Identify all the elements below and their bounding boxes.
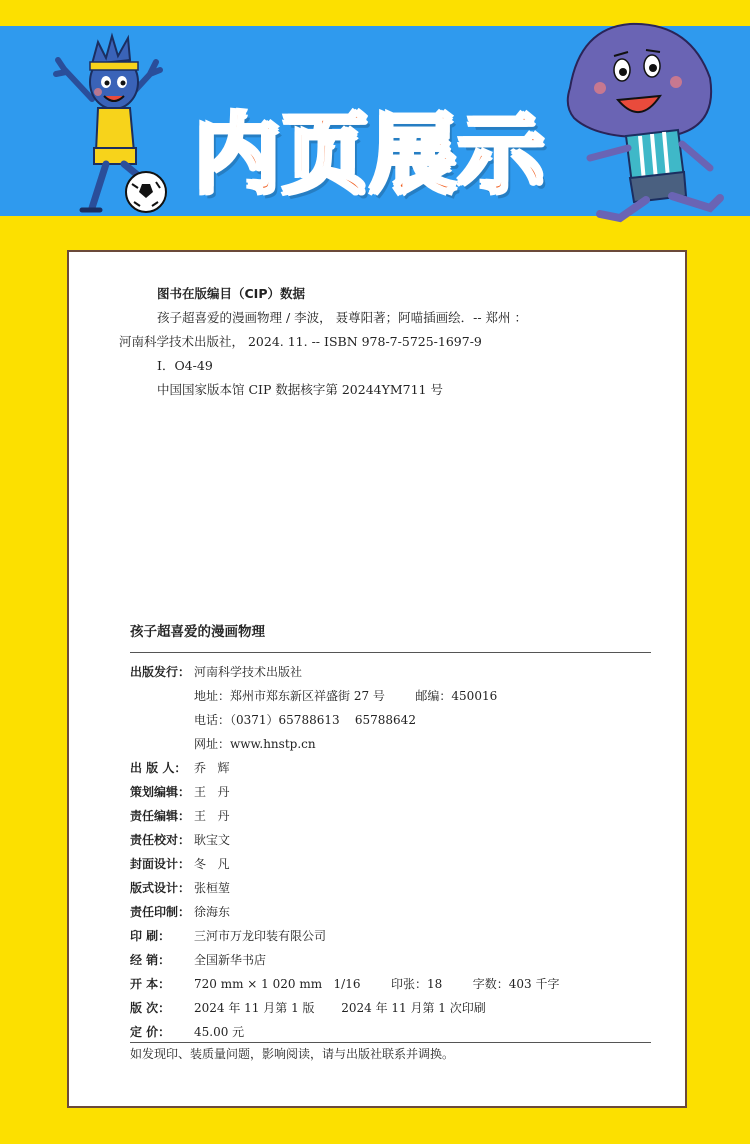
field-value: 王 丹 [194, 785, 230, 799]
field-label: 版 次： [130, 1001, 171, 1015]
field-label: 经 销： [130, 953, 171, 967]
credit-row [130, 900, 660, 924]
field-label: 版式设计： [130, 881, 191, 895]
footer-note: 如发现印、装质量问题，影响阅读，请与出版社联系并调换。 [130, 1047, 455, 1061]
credit-row [130, 828, 660, 852]
field-label: 策划编辑： [130, 785, 191, 799]
field-value: 耿宝文 [194, 833, 231, 847]
field-value: 张桓堃 [194, 881, 231, 895]
copyright-page [67, 250, 687, 1108]
cip-line: Ⅰ．O4-49 [157, 358, 213, 373]
field-value: 720 mm × 1 020 mm 1/16 印张：18 字数：403 千字 [194, 977, 560, 991]
credit-row [130, 972, 660, 996]
credit-row [130, 996, 660, 1020]
field-value: 徐海东 [194, 905, 231, 919]
divider [130, 1042, 651, 1043]
cip-heading: 图书在版编目（CIP）数据 [157, 286, 305, 301]
divider [130, 652, 651, 653]
credit-row [130, 948, 660, 972]
field-value: 全国新华书店 [194, 953, 267, 967]
soccer-player-illustration [52, 24, 182, 219]
field-label: 印 刷： [130, 929, 171, 943]
field-value: 乔 辉 [194, 761, 230, 775]
field-label: 出 版 人： [130, 761, 187, 775]
cip-block [119, 282, 639, 402]
publisher-row [130, 660, 660, 684]
field-label: 责任印制： [130, 905, 191, 919]
cip-line: 河南科学技术出版社， 2024. 11. -- ISBN 978-7-5725-1697-9 [119, 334, 482, 349]
field-label: 出版发行： [130, 665, 191, 679]
field-value: 王 丹 [194, 809, 230, 823]
field-label: 封面设计： [130, 857, 191, 871]
field-label: 责任校对： [130, 833, 191, 847]
book-title: 孩子超喜爱的漫画物理 [130, 624, 265, 640]
website-text: 网址：www.hnstp.cn [194, 737, 316, 751]
field-value: 2024 年 11 月第 1 版 2024 年 11 月第 1 次印刷 [194, 1001, 486, 1015]
credit-row [130, 804, 660, 828]
publisher-phone [130, 708, 660, 732]
publisher-name: 河南科学技术出版社 [194, 665, 303, 679]
credit-row [130, 924, 660, 948]
publisher-address [130, 684, 660, 708]
field-label: 责任编辑： [130, 809, 191, 823]
publisher-website [130, 732, 660, 756]
credit-row [130, 1020, 660, 1044]
banner-title: 内页展示 [194, 105, 546, 205]
field-value: 冬 凡 [194, 857, 230, 871]
field-value: 45.00 元 [194, 1025, 245, 1039]
field-value: 三河市万龙印装有限公司 [194, 929, 327, 943]
credit-row [130, 756, 660, 780]
publication-details [130, 660, 660, 1044]
address-text: 地址：郑州市郑东新区祥盛街 27 号 邮编：450016 [194, 689, 498, 703]
running-mascot-illustration [560, 18, 740, 228]
credit-row [130, 852, 660, 876]
credit-row [130, 876, 660, 900]
phone-text: 电话：（0371）65788613 65788642 [194, 713, 416, 727]
cip-line: 孩子超喜爱的漫画物理 / 李波， 聂尊阳著；阿喵插画绘．-- 郑州 ： [157, 310, 528, 325]
cip-line: 中国国家版本馆 CIP 数据核字第 20244YM711 号 [157, 382, 443, 397]
field-label: 定 价： [130, 1025, 171, 1039]
field-label: 开 本： [130, 977, 171, 991]
credit-row [130, 780, 660, 804]
